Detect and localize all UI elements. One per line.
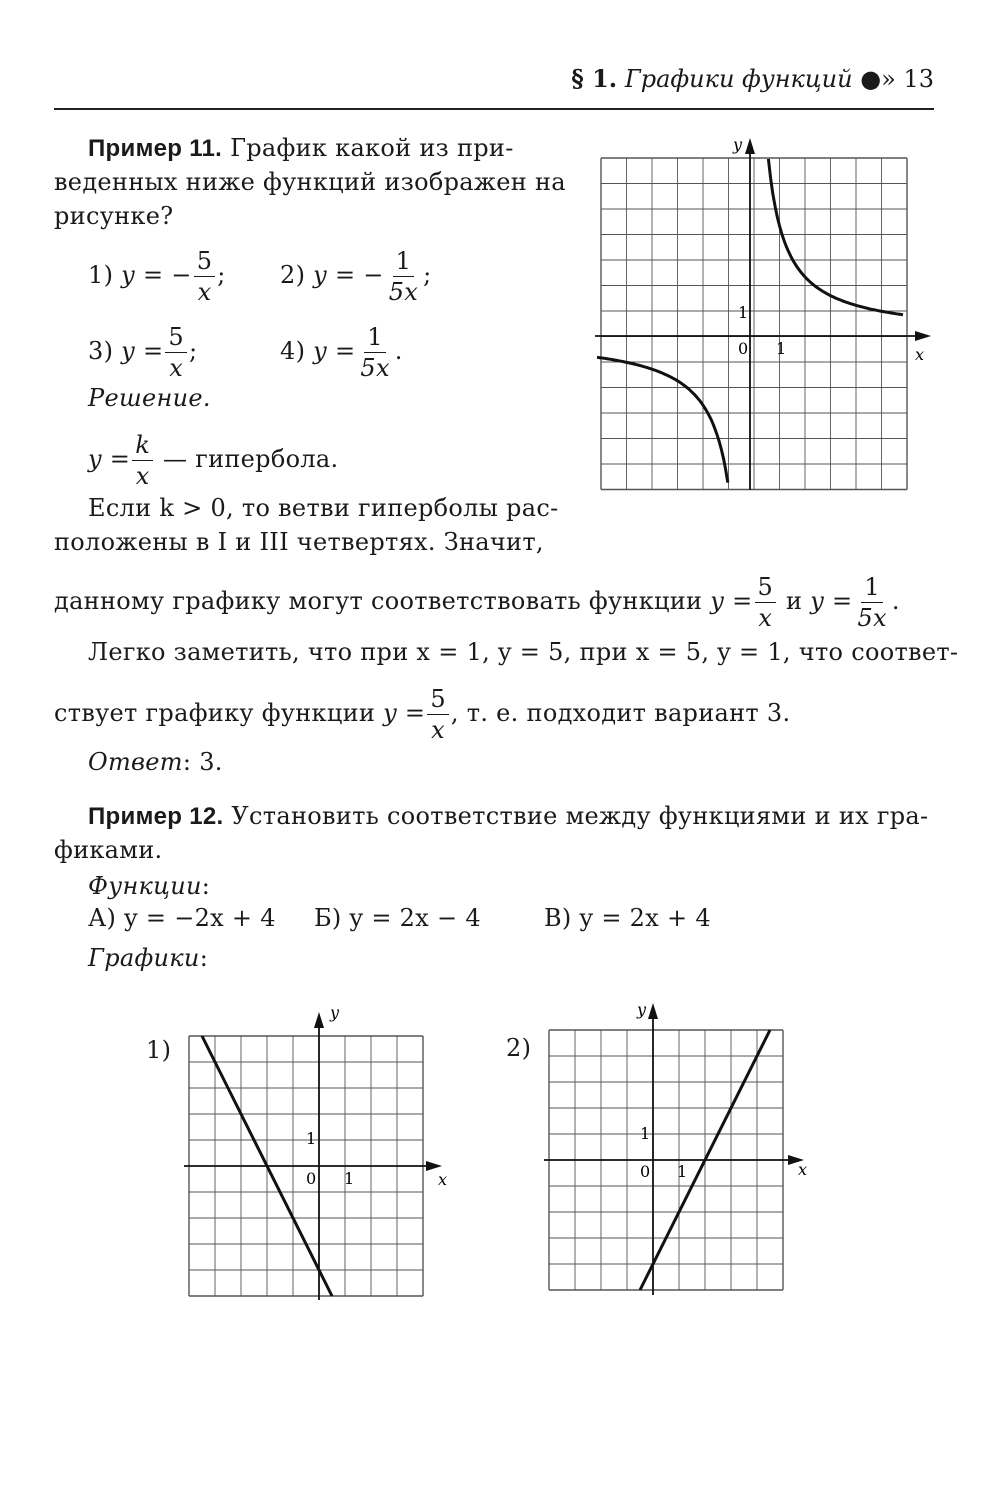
- option-lhs: y =: [121, 337, 164, 365]
- y-axis: [314, 1012, 324, 1300]
- fraction-denominator: 5x: [360, 354, 390, 382]
- option-num: 3): [88, 337, 114, 365]
- fraction-numerator: 1: [861, 572, 883, 603]
- and-word: и: [786, 587, 803, 615]
- ex11-answer: [88, 744, 223, 780]
- x-unit-label: 1: [344, 1169, 355, 1188]
- ex12-q1: Установить соответствие между функциями и их гра-: [231, 802, 929, 830]
- fraction-numerator: 5: [165, 322, 187, 353]
- header-bullets: ●»: [860, 65, 896, 93]
- y-axis-label: y: [637, 1000, 647, 1019]
- running-header: [571, 64, 934, 93]
- ex11-para1: Если k > 0, то ветви гиперболы рас-: [88, 494, 559, 522]
- answer-value: : 3.: [182, 748, 223, 776]
- fraction-denominator: x: [169, 354, 184, 382]
- ex11-question-line2: веденных ниже функций изображен на: [54, 168, 566, 196]
- option-lhs: y = −: [313, 261, 384, 289]
- line-graph-2: [540, 995, 820, 1305]
- ex12-label: Пример 12.: [88, 803, 224, 830]
- graphs-label-text: Графики: [88, 944, 200, 972]
- x-axis: [595, 331, 931, 341]
- page-number: 13: [903, 65, 934, 93]
- option-fraction: [165, 322, 187, 383]
- header-rule: [54, 108, 934, 110]
- x-unit-label: 1: [677, 1162, 688, 1181]
- y-unit-label: 1: [738, 303, 749, 322]
- fraction-denominator: x: [135, 462, 150, 490]
- para3-text: данному графику могут соответствовать функции: [54, 587, 703, 615]
- fraction-numerator: 1: [393, 246, 415, 277]
- origin-label: 0: [306, 1169, 317, 1188]
- x-unit-label: 1: [776, 339, 787, 358]
- option-tail: .: [394, 337, 403, 365]
- x-axis-label: x: [438, 1170, 448, 1189]
- ex11-q1: График какой из при-: [230, 134, 514, 162]
- f2-lhs: y =: [810, 587, 853, 615]
- option-fraction: [386, 246, 421, 307]
- ex12-question-line2: фиками.: [54, 836, 163, 864]
- option-fraction: [194, 246, 216, 307]
- para5-tail: , т. е. подходит вариант 3.: [450, 699, 791, 727]
- graph1-label: 1): [146, 1036, 172, 1064]
- fraction-numerator: k: [132, 430, 153, 461]
- y-axis-label: y: [330, 1003, 340, 1022]
- ex11-option-3: [88, 322, 197, 383]
- option-fraction: [357, 322, 392, 383]
- colon: :: [199, 944, 209, 972]
- section-number: § 1.: [571, 64, 618, 93]
- ex11-label: Пример 11.: [88, 135, 223, 162]
- ex11-para2: положены в I и III четвертях. Значит,: [54, 528, 544, 556]
- f1-lhs: y =: [710, 587, 753, 615]
- option-lhs: y = −: [121, 261, 192, 289]
- answer-label: Ответ: [88, 748, 183, 776]
- option-num: 4): [280, 337, 306, 365]
- y-unit-label: 1: [640, 1124, 651, 1143]
- x-axis-label: x: [798, 1160, 808, 1179]
- option-tail: ;: [423, 261, 432, 289]
- ex11-para5: [54, 684, 790, 745]
- p5-lhs: y =: [383, 699, 426, 727]
- y-axis: [648, 1003, 658, 1295]
- ex11-para3: [54, 572, 900, 633]
- fraction-denominator: x: [197, 278, 212, 306]
- para3-end: .: [891, 587, 900, 615]
- ex11-option-1: [88, 246, 226, 307]
- ex12-graphs-label: [88, 940, 208, 976]
- p5-fraction: [427, 684, 449, 745]
- formula-text: — гипербола.: [162, 445, 339, 473]
- option-num: 2): [280, 261, 306, 289]
- option-num: 1): [88, 261, 114, 289]
- x-axis: [544, 1155, 804, 1165]
- ex12-functions-label: [88, 868, 210, 904]
- f2-fraction: [854, 572, 889, 633]
- graph2-label: 2): [506, 1034, 532, 1062]
- ex11-option-2: [280, 246, 432, 307]
- origin-label: 0: [640, 1162, 651, 1181]
- ex12-function-c: В) y = 2x + 4: [544, 904, 711, 932]
- fraction-denominator: x: [431, 716, 446, 744]
- para5-text: ствует графику функции: [54, 699, 376, 727]
- formula-fraction: [132, 430, 153, 491]
- ex11-option-4: [280, 322, 403, 383]
- ex12-question-line1: [88, 798, 928, 835]
- ex12-function-a: А) y = −2x + 4: [88, 904, 276, 932]
- option-tail: ;: [188, 337, 198, 365]
- ex11-question-line3: рисунке?: [54, 202, 174, 230]
- line-graph-1: [180, 1000, 460, 1310]
- fraction-denominator: 5x: [388, 278, 419, 306]
- ex12-function-b: Б) y = 2x − 4: [314, 904, 481, 932]
- fraction-numerator: 1: [364, 322, 386, 353]
- functions-label-text: Функции: [88, 872, 202, 900]
- fraction-numerator: 5: [194, 246, 216, 277]
- fraction-numerator: 5: [427, 684, 449, 715]
- hyperbola-graph: [585, 130, 945, 500]
- section-title: Графики функций: [624, 65, 853, 93]
- origin-label: 0: [738, 339, 749, 358]
- fraction-denominator: 5x: [857, 604, 887, 632]
- colon: :: [201, 872, 211, 900]
- ex11-question-line1: [88, 130, 514, 167]
- ex11-para4: Легко заметить, что при x = 1, y = 5, при x = 5, y = 1, что соответ-: [88, 638, 959, 666]
- y-axis-label: y: [733, 135, 743, 154]
- y-unit-label: 1: [306, 1129, 317, 1148]
- graph-grid: [601, 158, 907, 490]
- ex11-solution-label: Решение.: [88, 384, 211, 412]
- fraction-numerator: 5: [755, 572, 777, 603]
- fraction-denominator: x: [758, 604, 773, 632]
- ex11-formula: [88, 430, 338, 491]
- formula-lhs: y =: [88, 445, 131, 473]
- option-tail: ;: [217, 261, 226, 289]
- f1-fraction: [755, 572, 777, 633]
- x-axis-label: x: [915, 345, 925, 364]
- hyperbola-branch-1: [768, 159, 903, 315]
- option-lhs: y =: [313, 337, 356, 365]
